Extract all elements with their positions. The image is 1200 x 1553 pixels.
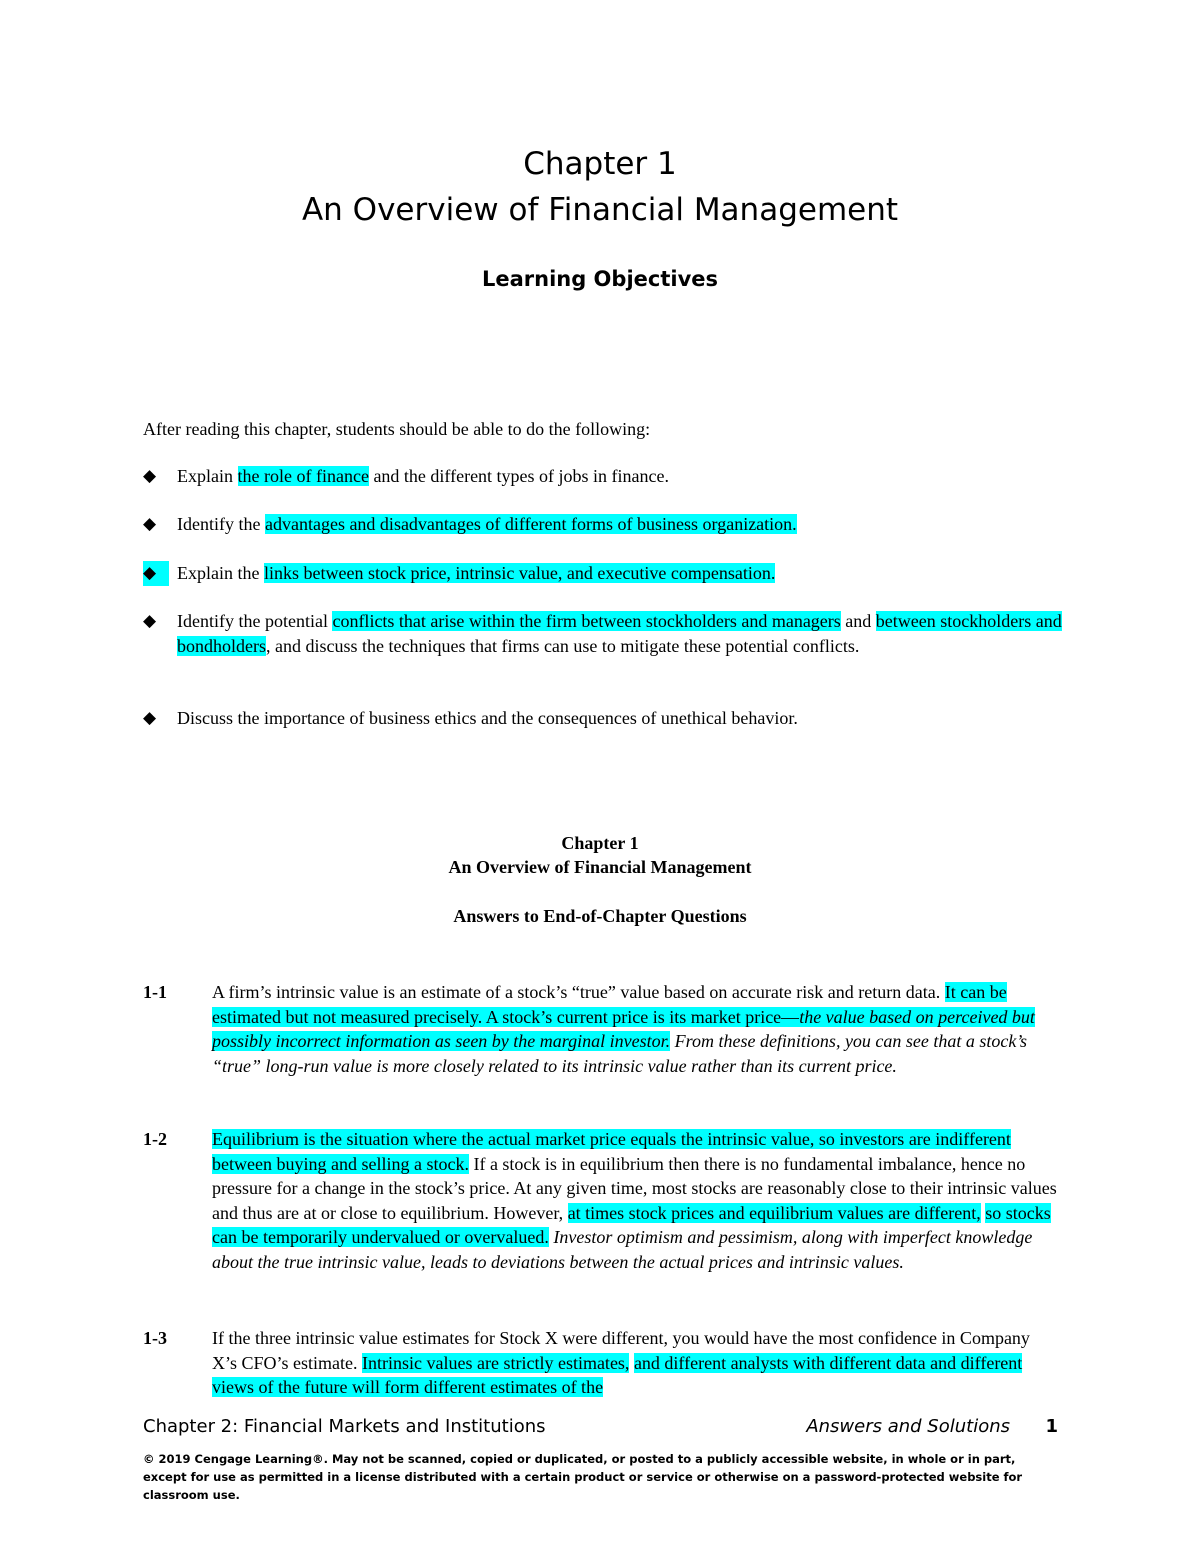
question-number: 1-3 [143,1328,167,1348]
answer-item [143,980,1063,1078]
intro-text: After reading this chapter, students should be able to do the following: [143,419,651,439]
highlighted-text: at times stock prices and equilibrium values are different, [567,1202,981,1223]
diamond-bullet-icon: ◆ [143,466,157,486]
highlighted-text: advantages and disadvantages of different forms of business organization. [264,514,797,534]
highlighted-text: A stock’s current price is its market price— [485,1006,800,1027]
learning-objectives-heading: Learning Objectives [481,267,719,291]
highlighted-text: the value based on perceived but possibly incorrect information as seen by the marginal investor. [212,1006,1035,1052]
copyright-notice: © 2019 Cengage Learning®. May not be scanned, copied or duplicated, or posted to a publicly accessible website, in whole or in part, except for use as permitted in a license distributed with a certain product or service or otherwise on a password-protected website for classroom use. [143,1452,1023,1502]
objective-text-part: and the different types of jobs in finance. [368,466,670,486]
diamond-bullet-icon: ◆ [143,561,169,586]
highlighted-text: and different analysts with different data and different views of the future will form different estimates of the [212,1352,1023,1398]
highlighted-text: so stocks can be temporarily undervalued or overvalued. [212,1202,1051,1248]
objective-text-part: Discuss the importance of business ethics and the consequences of unethical behavior. [177,708,798,728]
objective-item [143,706,1063,731]
question-number: 1-1 [143,982,167,1002]
answers-subtitle: Answers to End-of-Chapter Questions [453,906,747,926]
answer-item [143,1127,1063,1275]
answer-text-part: A firm’s intrinsic value is an estimate of a stock’s “true” value based on accurate risk and return data. [212,982,945,1002]
objective-item [143,609,1063,659]
objective-text-part: Identify the [177,514,265,534]
page-number: 1 [1045,1416,1058,1437]
question-number: 1-2 [143,1129,167,1149]
chapter-title: An Overview of Financial Management [301,192,899,228]
answers-chapter-title: An Overview of Financial Management [448,857,752,877]
objective-text [177,706,1063,731]
objective-item [143,464,1063,489]
highlighted-text: the role of finance [237,466,369,486]
objective-text [177,561,1063,586]
answer-text-part: From these definitions, you can see that a stock’s “true” long-run value is more closely related to its intrinsic value rather than its current price. [212,1031,1028,1076]
objective-text-part: Explain the [177,563,264,583]
objective-text [177,609,1063,659]
chapter-number: Chapter 1 [523,146,677,182]
answer-item [143,1326,1063,1400]
highlighted-text: conflicts that arise within the firm between stockholders and managers [332,611,841,631]
footer-chapter-label: Chapter 2: Financial Markets and Institutions [143,1416,546,1437]
footer-section-label: Answers and Solutions [806,1416,1010,1437]
diamond-bullet-icon: ◆ [143,708,157,728]
answer-text [212,1127,1058,1275]
objective-text-part: Identify the potential [177,611,333,631]
highlighted-text: Equilibrium is the situation where the actual market price equals the intrinsic value, so investors are indifferent between buying and selling a stock. [212,1129,1011,1174]
highlighted-text: Intrinsic values are strictly estimates, [362,1352,630,1373]
objective-item [143,561,1063,586]
highlighted-text: It can be estimated but not measured precisely. [212,982,1007,1027]
objective-text-part: Explain [177,466,238,486]
answer-text [212,1326,1058,1400]
objective-item [143,512,1063,537]
highlighted-text: between stockholders and bondholders [177,611,1062,656]
highlighted-text: links between stock price, intrinsic value, and executive compensation. [263,563,776,583]
answer-text [212,980,1058,1078]
diamond-bullet-icon: ◆ [143,514,157,534]
diamond-bullet-icon: ◆ [143,611,157,631]
answer-text-part: If the three intrinsic value estimates for Stock X were different, you would have the most confidence in Company X’s CFO’s estimate. [212,1328,1030,1373]
objective-text-part: and [840,611,876,631]
answer-text-part: If a stock is in equilibrium then there is no fundamental imbalance, hence no pressure for a change in the stock’s price. At any given time, most stocks are reasonably close to their intrinsic values and thus are at or close to equilibrium. However, [212,1153,1057,1223]
objective-text [177,464,1063,489]
answer-text-part: Investor optimism and pessimism, along with imperfect knowledge about the true intrinsic value, leads to deviations between the actual prices and intrinsic values. [212,1227,1033,1272]
answers-chapter-number: Chapter 1 [561,833,639,853]
objective-text [177,512,1063,537]
objective-text-part: , and discuss the techniques that firms can use to mitigate these potential conflicts. [266,636,860,656]
